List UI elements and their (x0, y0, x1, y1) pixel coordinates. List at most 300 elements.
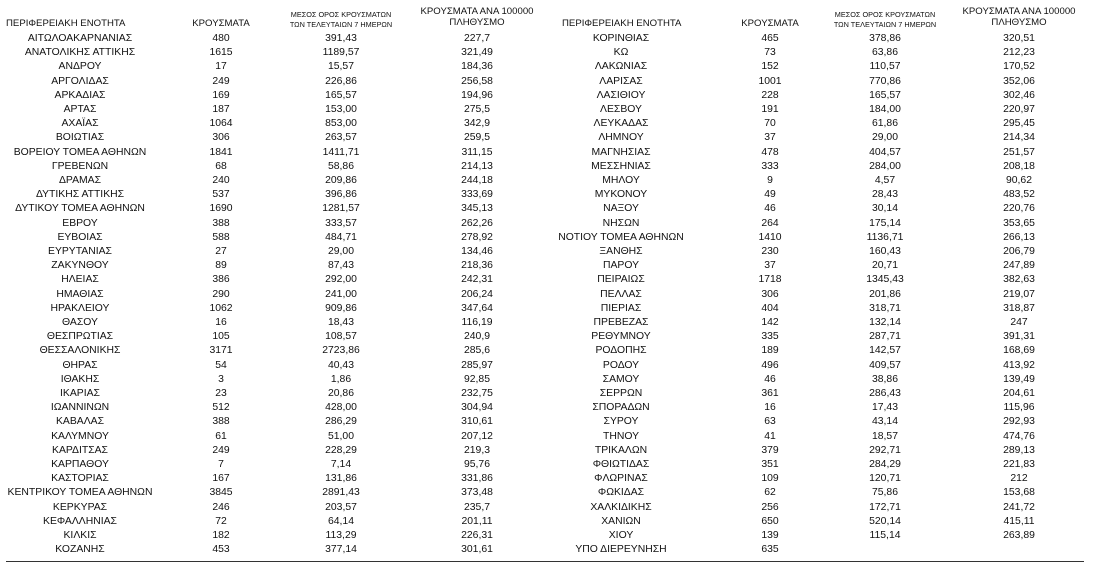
left-cell-cases: 1062 (209, 302, 233, 314)
left-cell-region: ΘΕΣΠΡΩΤΙΑΣ (46, 331, 114, 343)
right-cell-region: ΥΠΟ ΔΙΕΡΕΥΝΗΣΗ (575, 544, 667, 556)
right-cell-per100k: 292,93 (1003, 416, 1035, 428)
left-cell-cases: 306 (212, 132, 230, 144)
right-cell-per100k: 318,87 (1003, 302, 1035, 314)
left-cell-region: ΖΑΚΥΝΘΟΥ (51, 260, 109, 272)
left-cell-region: ΒΟΙΩΤΙΑΣ (55, 132, 105, 144)
left-cell-per100k: 275,5 (463, 104, 491, 115)
left-cell-avg7: 58,86 (327, 160, 355, 172)
left-cell-region: ΚΕΡΚΥΡΑΣ (52, 501, 108, 513)
left-cell-cases: 246 (212, 501, 230, 513)
right-cell-region: ΧΑΛΚΙΔΙΚΗΣ (590, 501, 652, 513)
left-cell-cases: 512 (212, 402, 230, 414)
right-cell-cases: 109 (761, 473, 779, 485)
right-cell-avg7: 115,14 (869, 530, 901, 541)
right-cell-avg7: 17,43 (871, 402, 899, 414)
right-cell-region: ΠΙΕΡΙΑΣ (600, 302, 642, 314)
right-cell-avg7: 184,00 (869, 104, 901, 115)
right-cell-cases: 139 (761, 530, 779, 541)
left-cell-avg7: 87,43 (327, 260, 355, 272)
left-cell-cases: 249 (212, 75, 230, 87)
header-cases-left: ΚΡΟΥΣΜΑΤΑ (192, 18, 250, 29)
right-cell-cases: 37 (764, 260, 776, 272)
left-cell-region: ΕΥΒΟΙΑΣ (57, 231, 103, 243)
right-cell-cases: 306 (761, 288, 779, 300)
right-cell-avg7: 286,43 (869, 388, 901, 399)
header-per100k-left-line1: ΚΡΟΥΣΜΑΤΑ ΑΝΑ 100000 (420, 6, 534, 17)
right-cell-per100k: 214,34 (1003, 132, 1035, 144)
right-cell-avg7: 142,57 (869, 345, 901, 357)
left-cell-region: ΔΥΤΙΚΗΣ ΑΤΤΙΚΗΣ (35, 189, 125, 201)
right-cell-cases: 1001 (758, 75, 782, 87)
left-cell-cases: 182 (212, 530, 230, 541)
right-cell-per100k: 382,63 (1003, 274, 1035, 286)
left-cell-per100k: 331,86 (461, 473, 493, 485)
right-cell-per100k: 391,31 (1003, 331, 1035, 343)
left-cell-per100k: 321,49 (461, 47, 493, 59)
left-cell-cases: 169 (212, 89, 230, 101)
right-cell-cases: 230 (761, 246, 779, 257)
right-cell-avg7: 378,86 (869, 33, 901, 44)
left-cell-avg7: 165,57 (325, 89, 357, 101)
right-cell-avg7: 43,14 (871, 416, 899, 428)
right-cell-avg7: 292,71 (869, 444, 901, 456)
left-cell-per100k: 206,24 (461, 288, 493, 300)
left-cell-avg7: 263,57 (325, 132, 357, 144)
left-cell-region: ΙΚΑΡΙΑΣ (60, 388, 100, 399)
left-cell-per100k: 373,48 (461, 487, 493, 499)
left-cell-cases: 17 (215, 61, 227, 73)
header-avg-right-line1: ΜΕΣΟΣ ΟΡΟΣ ΚΡΟΥΣΜΑΤΩΝ (834, 10, 936, 19)
right-cell-region: ΛΑΣΙΘΙΟΥ (596, 89, 646, 101)
left-cell-per100k: 207,12 (461, 430, 493, 442)
right-cell-region: ΛΕΣΒΟΥ (600, 104, 642, 115)
right-cell-cases: 46 (764, 203, 776, 215)
left-cell-per100k: 304,94 (461, 402, 493, 414)
left-cell-cases: 1841 (209, 146, 233, 158)
header-per100k-right-line2: ΠΛΗΘΥΣΜΟ (991, 17, 1047, 28)
left-cell-per100k: 345,13 (461, 203, 493, 215)
right-cell-cases: 152 (761, 61, 779, 73)
left-cell-region: ΑΝΑΤΟΛΙΚΗΣ ΑΤΤΙΚΗΣ (24, 47, 136, 59)
right-cell-avg7: 287,71 (869, 331, 901, 343)
left-cell-per100k: 262,26 (461, 217, 493, 229)
left-cell-cases: 105 (212, 331, 230, 343)
right-cell-cases: 41 (764, 430, 776, 442)
right-cell-region: ΛΑΚΩΝΙΑΣ (594, 61, 648, 73)
header-per100k-left-line2: ΠΛΗΘΥΣΜΟ (449, 17, 505, 28)
left-cell-avg7: 909,86 (325, 302, 357, 314)
left-cell-region: ΕΥΡΥΤΑΝΙΑΣ (48, 246, 112, 257)
left-cell-cases: 3171 (209, 345, 233, 357)
right-cell-cases: 379 (761, 444, 779, 456)
right-cell-cases: 496 (761, 359, 779, 371)
left-cell-avg7: 241,00 (325, 288, 357, 300)
left-cell-cases: 3 (218, 373, 224, 385)
right-cell-avg7: 18,57 (871, 430, 899, 442)
left-cell-region: ΚΕΦΑΛΛΗΝΙΑΣ (43, 515, 117, 527)
right-cell-per100k: 483,52 (1003, 189, 1035, 201)
right-cell-avg7: 29,00 (871, 132, 899, 144)
right-cell-per100k: 220,97 (1003, 104, 1035, 115)
right-cell-per100k: 168,69 (1003, 345, 1035, 357)
left-cell-avg7: 1281,57 (322, 203, 360, 215)
left-cell-per100k: 310,61 (461, 416, 493, 428)
right-cell-cases: 142 (761, 317, 779, 328)
right-cell-region: ΡΕΘΥΜΝΟΥ (591, 331, 651, 343)
right-cell-cases: 63 (764, 416, 776, 428)
left-cell-per100k: 256,58 (461, 75, 493, 87)
right-cell-cases: 1410 (758, 231, 782, 243)
right-cell-region: ΛΗΜΝΟΥ (598, 132, 644, 144)
left-cell-per100k: 92,85 (463, 373, 491, 385)
left-cell-avg7: 377,14 (325, 544, 357, 556)
right-cell-region: ΞΑΝΘΗΣ (599, 246, 643, 257)
right-cell-avg7: 110,57 (869, 61, 901, 73)
right-cell-avg7: 38,86 (871, 373, 899, 385)
right-cell-cases: 351 (761, 459, 779, 470)
right-cell-region: ΠΡΕΒΕΖΑΣ (593, 317, 649, 328)
right-cell-avg7: 132,14 (869, 317, 901, 328)
left-cell-avg7: 51,00 (327, 430, 355, 442)
header-per100k-right-line1: ΚΡΟΥΣΜΑΤΑ ΑΝΑ 100000 (962, 6, 1076, 17)
left-cell-avg7: 209,86 (325, 175, 357, 186)
right-cell-avg7: 520,14 (869, 515, 901, 527)
right-cell-avg7: 20,71 (871, 260, 899, 272)
left-cell-per100k: 259,5 (463, 132, 491, 144)
left-cell-region: ΚΟΖΑΝΗΣ (55, 544, 105, 556)
right-cell-per100k: 170,52 (1003, 61, 1035, 73)
right-cell-region: ΤΗΝΟΥ (602, 430, 640, 442)
right-cell-cases: 73 (764, 47, 776, 59)
left-cell-cases: 89 (215, 260, 227, 272)
right-cell-region: ΦΩΚΙΔΑΣ (597, 487, 645, 499)
right-cell-per100k: 204,61 (1003, 388, 1035, 399)
right-cell-region: ΣΠΟΡΑΔΩΝ (592, 402, 650, 414)
left-cell-avg7: 333,57 (325, 217, 357, 229)
left-cell-per100k: 227,7 (463, 33, 491, 44)
right-cell-region: ΦΘΙΩΤΙΔΑΣ (592, 459, 650, 470)
left-cell-per100k: 342,9 (463, 118, 491, 130)
left-cell-cases: 480 (212, 33, 230, 44)
right-cell-region: ΝΑΞΟΥ (603, 203, 639, 215)
left-cell-region: ΑΝΔΡΟΥ (58, 61, 102, 73)
right-cell-avg7: 4,57 (874, 175, 896, 186)
right-cell-per100k: 251,57 (1003, 146, 1035, 158)
right-cell-region: ΚΟΡΙΝΘΙΑΣ (592, 33, 650, 44)
right-cell-avg7: 172,71 (869, 501, 901, 513)
left-cell-region: ΗΜΑΘΙΑΣ (56, 288, 104, 300)
left-cell-cases: 588 (212, 231, 230, 243)
left-cell-per100k: 219,3 (463, 444, 491, 456)
left-cell-per100k: 214,13 (461, 160, 493, 172)
left-cell-avg7: 391,43 (325, 33, 357, 44)
left-cell-cases: 54 (215, 359, 227, 371)
left-cell-cases: 7 (218, 459, 224, 470)
right-cell-region: ΤΡΙΚΑΛΩΝ (594, 444, 648, 456)
header-avg-right-line2: ΤΩΝ ΤΕΛΕΥΤΑΙΩΝ 7 ΗΜΕΡΩΝ (833, 20, 937, 29)
left-cell-per100k: 201,11 (461, 515, 493, 527)
left-cell-region: ΑΡΚΑΔΙΑΣ (54, 89, 106, 101)
right-cell-cases: 49 (764, 189, 776, 201)
left-cell-region: ΗΡΑΚΛΕΙΟΥ (50, 302, 110, 314)
left-cell-region: ΘΕΣΣΑΛΟΝΙΚΗΣ (39, 345, 121, 357)
left-cell-avg7: 7,14 (330, 459, 352, 470)
left-cell-per100k: 278,92 (461, 231, 493, 243)
right-cell-cases: 650 (761, 515, 779, 527)
left-cell-region: ΙΩΑΝΝΙΝΩΝ (50, 402, 110, 414)
right-cell-region: ΚΩ (613, 47, 629, 59)
right-cell-avg7: 63,86 (871, 47, 899, 59)
right-cell-region: ΧΙΟΥ (608, 530, 634, 541)
left-cell-region: ΒΟΡΕΙΟΥ ΤΟΜΕΑ ΑΘΗΝΩΝ (13, 146, 147, 158)
right-cell-per100k: 219,07 (1003, 288, 1035, 300)
header-cases-right: ΚΡΟΥΣΜΑΤΑ (741, 18, 799, 29)
right-cell-region: ΣΑΜΟΥ (602, 373, 640, 385)
right-cell-per100k: 266,13 (1003, 231, 1035, 243)
left-cell-cases: 16 (215, 317, 227, 328)
left-cell-per100k: 95,76 (463, 459, 491, 470)
right-cell-cases: 46 (764, 373, 776, 385)
left-cell-per100k: 240,9 (463, 331, 491, 343)
right-cell-cases: 335 (761, 331, 779, 343)
right-cell-cases: 404 (761, 302, 779, 314)
left-cell-avg7: 15,57 (327, 61, 355, 73)
right-cell-region: ΛΕΥΚΑΔΑΣ (593, 118, 649, 130)
right-cell-cases: 264 (761, 217, 779, 229)
right-cell-cases: 191 (761, 104, 779, 115)
right-cell-per100k: 212,23 (1003, 47, 1035, 59)
right-cell-avg7: 175,14 (869, 217, 901, 229)
left-cell-region: ΔΡΑΜΑΣ (58, 175, 102, 186)
left-cell-cases: 1615 (209, 47, 233, 59)
right-cell-cases: 16 (764, 402, 776, 414)
right-cell-region: ΛΑΡΙΣΑΣ (599, 75, 643, 87)
left-cell-avg7: 113,29 (325, 530, 357, 541)
right-cell-per100k: 353,65 (1003, 217, 1035, 229)
left-cell-region: ΗΛΕΙΑΣ (61, 274, 99, 286)
left-cell-cases: 1064 (209, 118, 233, 130)
right-cell-per100k: 90,62 (1005, 175, 1033, 186)
right-cell-avg7: 1136,71 (866, 231, 904, 243)
right-cell-avg7: 770,86 (869, 75, 901, 87)
left-cell-cases: 27 (215, 246, 227, 257)
right-cell-region: ΝΟΤΙΟΥ ΤΟΜΕΑ ΑΘΗΝΩΝ (558, 231, 684, 243)
left-cell-cases: 290 (212, 288, 230, 300)
right-cell-per100k: 241,72 (1003, 501, 1035, 513)
left-cell-avg7: 1189,57 (322, 47, 360, 59)
left-cell-avg7: 29,00 (327, 246, 355, 257)
right-cell-per100k: 221,83 (1003, 459, 1035, 470)
left-cell-avg7: 2723,86 (322, 345, 360, 357)
right-cell-region: ΣΕΡΡΩΝ (599, 388, 643, 399)
left-cell-avg7: 40,43 (327, 359, 355, 371)
left-cell-cases: 23 (215, 388, 227, 399)
right-cell-region: ΡΟΔΟΠΗΣ (595, 345, 647, 357)
right-cell-region: ΜΕΣΣΗΝΙΑΣ (591, 160, 651, 172)
left-cell-region: ΑΡΓΟΛΙΔΑΣ (51, 75, 109, 87)
left-cell-per100k: 232,75 (461, 388, 493, 399)
right-cell-cases: 9 (767, 175, 773, 186)
left-cell-region: ΙΘΑΚΗΣ (60, 373, 100, 385)
right-cell-region: ΧΑΝΙΩΝ (601, 515, 641, 527)
right-cell-region: ΡΟΔΟΥ (602, 359, 640, 371)
header-region-left: ΠΕΡΙΦΕΡΕΙΑΚΗ ΕΝΟΤΗΤΑ (6, 18, 126, 29)
left-cell-per100k: 301,61 (461, 544, 493, 556)
left-cell-region: ΚΑΡΠΑΘΟΥ (51, 459, 109, 470)
left-cell-per100k: 333,69 (461, 189, 493, 201)
left-cell-per100k: 184,36 (461, 61, 493, 73)
left-cell-per100k: 244,18 (461, 175, 493, 186)
right-cell-per100k: 352,06 (1003, 75, 1035, 87)
left-cell-region: ΑΡΤΑΣ (63, 104, 97, 115)
right-cell-per100k: 206,79 (1003, 246, 1035, 257)
right-cell-per100k: 474,76 (1003, 430, 1035, 442)
left-cell-per100k: 285,97 (461, 359, 493, 371)
right-cell-per100k: 295,45 (1003, 118, 1035, 130)
left-cell-cases: 1690 (209, 203, 233, 215)
right-cell-per100k: 320,51 (1003, 33, 1035, 44)
right-cell-cases: 62 (764, 487, 776, 499)
right-cell-cases: 37 (764, 132, 776, 144)
left-cell-per100k: 347,64 (461, 302, 493, 314)
right-cell-cases: 635 (761, 544, 779, 556)
left-cell-per100k: 134,46 (461, 246, 493, 257)
left-cell-avg7: 153,00 (325, 104, 357, 115)
right-cell-per100k: 247,89 (1003, 260, 1035, 272)
right-cell-region: ΜΑΓΝΗΣΙΑΣ (591, 146, 651, 158)
right-cell-cases: 361 (761, 388, 779, 399)
right-cell-avg7: 284,29 (869, 459, 901, 470)
left-cell-cases: 537 (212, 189, 230, 201)
right-cell-avg7: 75,86 (871, 487, 899, 499)
left-cell-avg7: 226,86 (325, 75, 357, 87)
left-cell-cases: 388 (212, 416, 230, 428)
right-cell-avg7: 284,00 (869, 160, 901, 172)
right-cell-cases: 1718 (758, 274, 782, 286)
right-cell-per100k: 153,68 (1003, 487, 1035, 499)
left-cell-cases: 453 (212, 544, 230, 556)
left-cell-avg7: 292,00 (325, 274, 357, 286)
left-cell-avg7: 853,00 (325, 118, 357, 130)
left-cell-cases: 249 (212, 444, 230, 456)
right-cell-per100k: 247 (1010, 317, 1028, 328)
right-cell-cases: 465 (761, 33, 779, 44)
left-cell-avg7: 286,29 (325, 416, 357, 428)
header-region-right: ΠΕΡΙΦΕΡΕΙΑΚΗ ΕΝΟΤΗΤΑ (562, 18, 682, 29)
left-cell-cases: 167 (212, 473, 230, 485)
left-cell-avg7: 396,86 (325, 189, 357, 201)
right-cell-per100k: 263,89 (1003, 530, 1035, 541)
left-cell-avg7: 20,86 (327, 388, 355, 399)
left-cell-region: ΑΧΑΪΑΣ (61, 118, 99, 130)
right-cell-avg7: 160,43 (869, 246, 901, 257)
right-cell-region: ΜΥΚΟΝΟΥ (594, 189, 648, 201)
left-cell-region: ΑΙΤΩΛΟΑΚΑΡΝΑΝΙΑΣ (27, 33, 133, 44)
left-cell-avg7: 2891,43 (322, 487, 360, 499)
right-cell-region: ΝΗΣΩΝ (602, 217, 640, 229)
left-cell-per100k: 116,19 (461, 317, 493, 328)
right-cell-avg7: 409,57 (869, 359, 901, 371)
left-cell-region: ΚΑΡΔΙΤΣΑΣ (52, 444, 108, 456)
left-cell-cases: 388 (212, 217, 230, 229)
right-cell-region: ΠΑΡΟΥ (602, 260, 640, 272)
left-cell-per100k: 226,31 (461, 530, 493, 541)
left-cell-avg7: 428,00 (325, 402, 357, 414)
left-cell-region: ΘΑΣΟΥ (62, 317, 98, 328)
right-cell-cases: 333 (761, 160, 779, 172)
left-cell-cases: 68 (215, 160, 227, 172)
left-cell-cases: 72 (215, 515, 227, 527)
right-cell-region: ΠΕΙΡΑΙΩΣ (597, 274, 645, 286)
right-cell-cases: 189 (761, 345, 779, 357)
left-cell-cases: 386 (212, 274, 230, 286)
right-cell-per100k: 289,13 (1003, 444, 1035, 456)
left-cell-region: ΚΑΒΑΛΑΣ (55, 416, 105, 428)
left-cell-cases: 187 (212, 104, 230, 115)
right-cell-per100k: 208,18 (1003, 160, 1035, 172)
right-cell-avg7: 28,43 (871, 189, 899, 201)
left-cell-per100k: 311,15 (461, 146, 493, 158)
left-cell-per100k: 218,36 (461, 260, 493, 272)
left-cell-region: ΚΑΛΥΜΝΟΥ (51, 430, 109, 442)
right-cell-per100k: 220,76 (1003, 203, 1035, 215)
right-cell-cases: 478 (761, 146, 779, 158)
header-avg-left-line1: ΜΕΣΟΣ ΟΡΟΣ ΚΡΟΥΣΜΑΤΩΝ (290, 10, 392, 19)
left-cell-avg7: 484,71 (325, 231, 357, 243)
left-cell-region: ΕΒΡΟΥ (62, 217, 98, 229)
left-cell-region: ΔΥΤΙΚΟΥ ΤΟΜΕΑ ΑΘΗΝΩΝ (15, 203, 145, 215)
left-cell-avg7: 131,86 (325, 473, 357, 485)
right-cell-region: ΜΗΛΟΥ (602, 175, 640, 186)
right-cell-avg7: 318,71 (869, 302, 901, 314)
right-cell-per100k: 212 (1010, 473, 1028, 485)
left-cell-cases: 3845 (209, 487, 233, 499)
left-cell-region: ΚΙΛΚΙΣ (63, 530, 97, 541)
right-cell-region: ΠΕΛΛΑΣ (600, 288, 642, 300)
left-cell-region: ΓΡΕΒΕΝΩΝ (51, 160, 109, 172)
right-cell-avg7: 30,14 (871, 203, 899, 215)
right-cell-per100k: 413,92 (1003, 359, 1035, 371)
left-cell-per100k: 285,6 (463, 345, 491, 357)
left-cell-per100k: 194,96 (461, 89, 493, 101)
left-cell-per100k: 242,31 (461, 274, 493, 286)
right-cell-per100k: 415,11 (1003, 515, 1035, 527)
right-cell-region: ΣΥΡΟΥ (603, 416, 639, 428)
right-cell-per100k: 302,46 (1003, 89, 1035, 101)
right-cell-per100k: 115,96 (1003, 402, 1035, 414)
right-cell-avg7: 201,86 (869, 288, 901, 300)
left-cell-per100k: 235,7 (463, 501, 491, 513)
right-cell-cases: 256 (761, 501, 779, 513)
right-cell-per100k: 139,49 (1003, 373, 1035, 385)
left-cell-avg7: 228,29 (325, 444, 357, 456)
left-cell-avg7: 1411,71 (322, 146, 360, 158)
left-cell-avg7: 18,43 (327, 317, 355, 328)
right-cell-cases: 70 (764, 118, 776, 130)
right-cell-avg7: 61,86 (871, 118, 899, 130)
header-avg-left-line2: ΤΩΝ ΤΕΛΕΥΤΑΙΩΝ 7 ΗΜΕΡΩΝ (289, 20, 393, 29)
left-cell-region: ΘΗΡΑΣ (62, 359, 98, 371)
right-cell-avg7: 1345,43 (866, 274, 904, 286)
right-cell-region: ΦΛΩΡΙΝΑΣ (594, 473, 648, 485)
left-cell-avg7: 203,57 (325, 501, 357, 513)
left-cell-region: ΚΕΝΤΡΙΚΟΥ ΤΟΜΕΑ ΑΘΗΝΩΝ (7, 487, 153, 499)
left-cell-avg7: 1,86 (330, 373, 352, 385)
right-cell-avg7: 165,57 (869, 89, 901, 101)
left-cell-avg7: 108,57 (325, 331, 357, 343)
left-cell-region: ΚΑΣΤΟΡΙΑΣ (51, 473, 109, 485)
